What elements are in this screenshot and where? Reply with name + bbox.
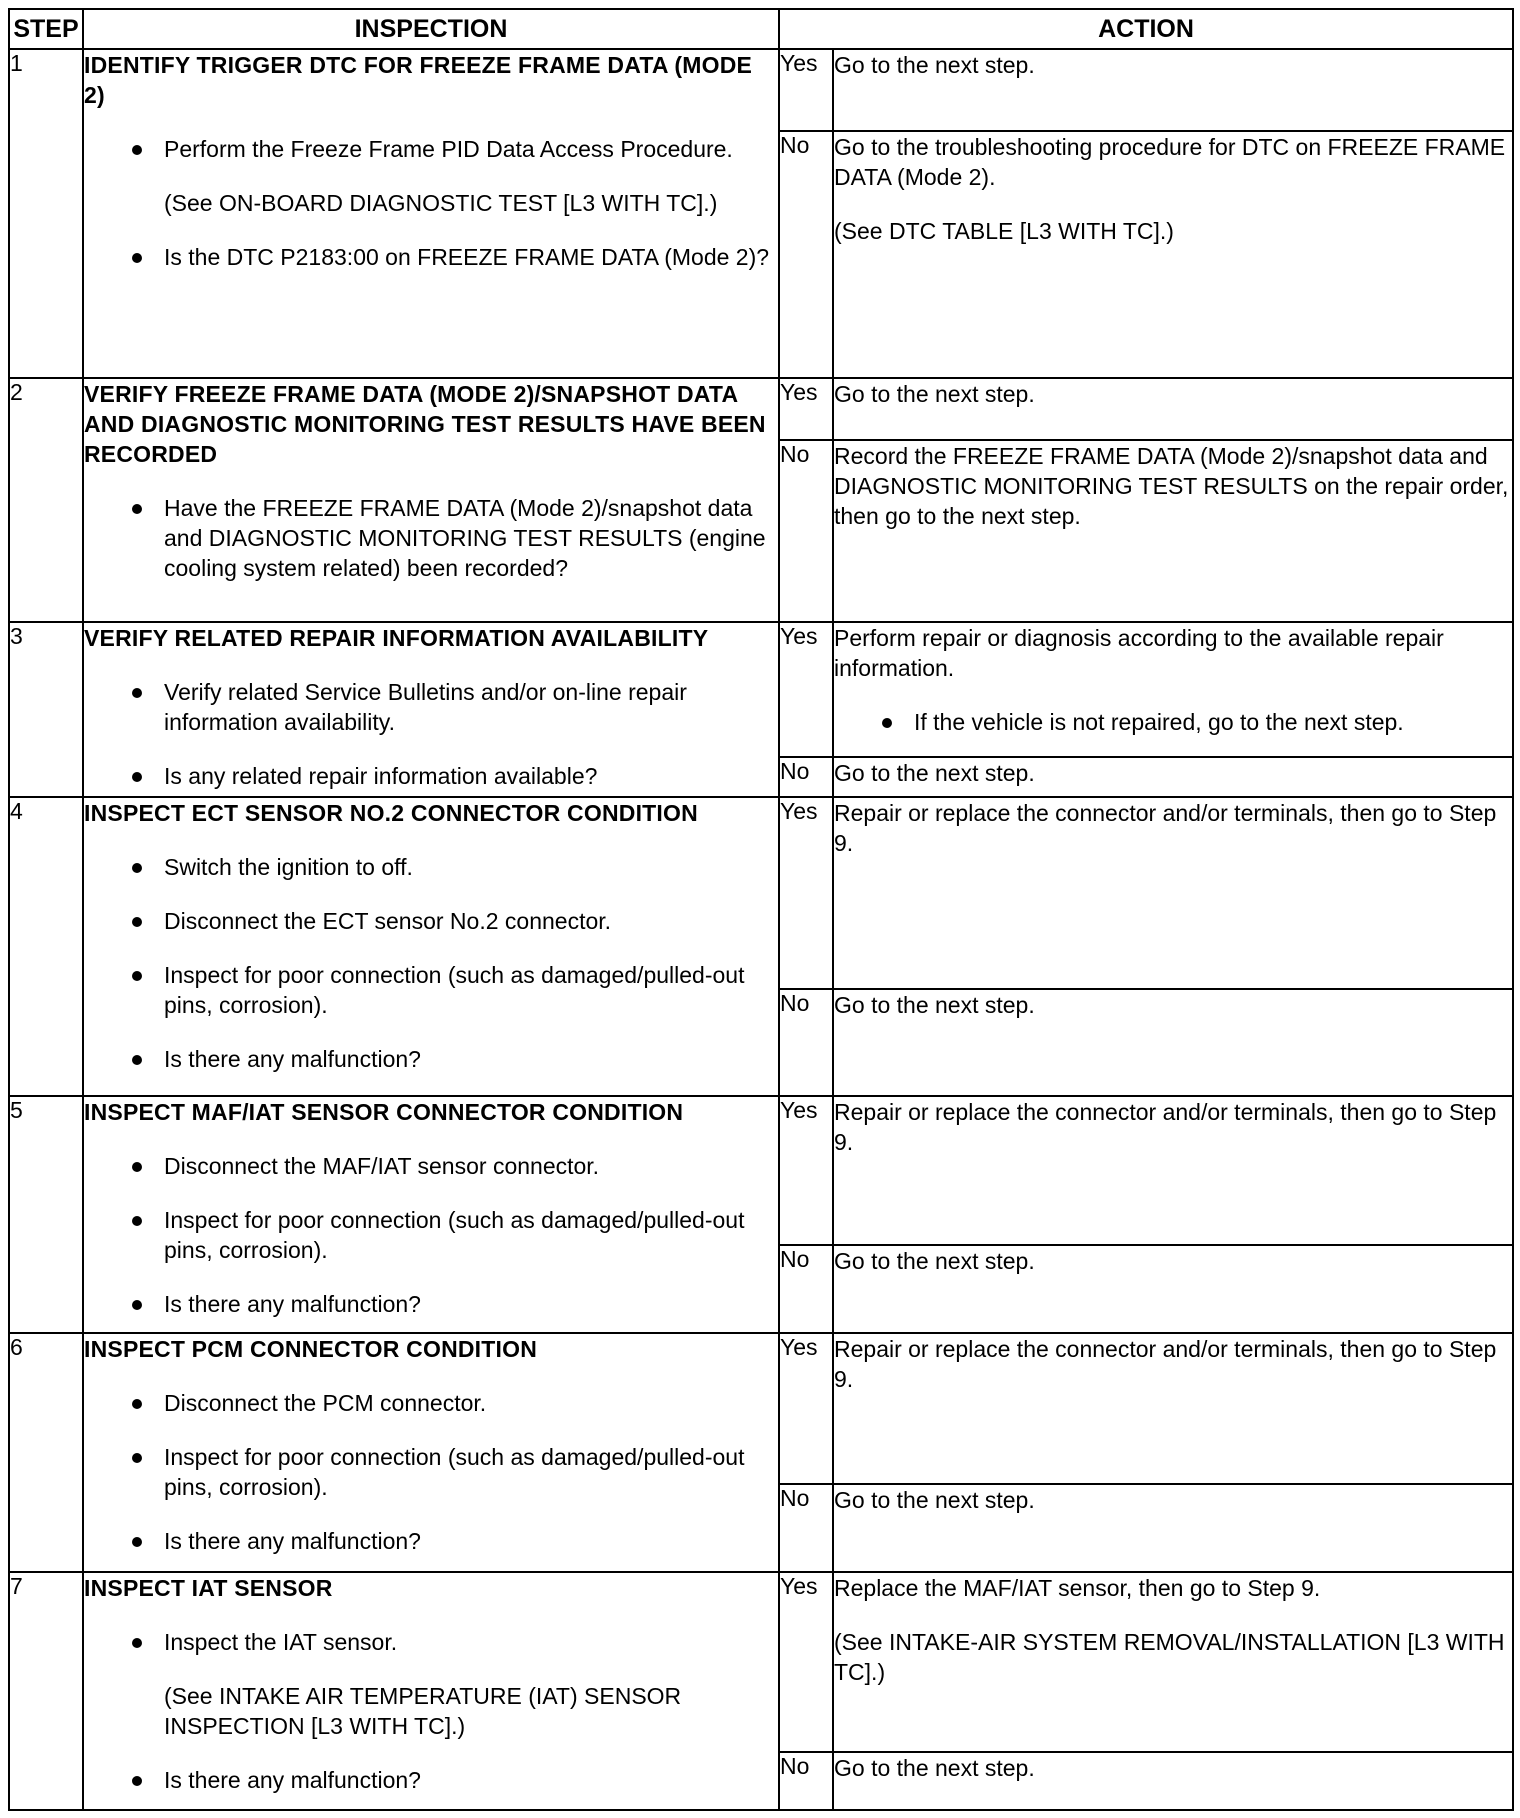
no-label: No	[779, 1752, 833, 1810]
yes-label: Yes	[779, 49, 833, 131]
action-text: Go to the next step.	[834, 1486, 1035, 1513]
bullet-icon	[132, 917, 142, 927]
bullet-icon	[132, 1162, 142, 1172]
no-label: No	[779, 1484, 833, 1572]
step-number: 2	[9, 378, 83, 622]
inspection-cell	[83, 1096, 779, 1333]
inspection-cell	[83, 622, 779, 797]
no-action	[833, 440, 1513, 622]
action-text: Repair or replace the connector and/or terminals, then go to Step 9.	[834, 1098, 1497, 1155]
action-text: Go to the next step.	[834, 1754, 1035, 1781]
bullet-text: Perform the Freeze Frame PID Data Access Procedure.	[164, 136, 733, 163]
table-row	[9, 378, 1513, 440]
bullet-icon	[132, 253, 142, 263]
diagnostic-procedure-table	[8, 8, 1514, 1811]
step-title: INSPECT ECT SENSOR NO.2 CONNECTOR CONDITION	[84, 800, 698, 827]
step-title: INSPECT PCM CONNECTOR CONDITION	[84, 1335, 538, 1362]
yes-label: Yes	[779, 1333, 833, 1484]
bullet-text: Disconnect the ECT sensor No.2 connector.	[164, 908, 612, 935]
bullet-item	[84, 1151, 778, 1181]
bullet-icon	[132, 688, 142, 698]
no-action	[833, 1752, 1513, 1810]
bullet-item	[84, 1289, 778, 1319]
bullet-icon	[132, 145, 142, 155]
step-number: 4	[9, 797, 83, 1095]
step-number: 6	[9, 1333, 83, 1572]
bullet-icon	[132, 504, 142, 514]
bullet-icon	[132, 1399, 142, 1409]
table-row	[9, 1096, 1513, 1245]
step-title: INSPECT MAF/IAT SENSOR CONNECTOR CONDITION	[84, 1098, 684, 1125]
bullet-text: Inspect for poor connection (such as damaged/pulled-out pins, corrosion).	[164, 1206, 745, 1263]
inspection-cell	[83, 49, 779, 378]
reference-note: (See DTC TABLE [L3 WITH TC].)	[834, 218, 1174, 245]
bullet-text: Inspect the IAT sensor.	[164, 1628, 398, 1655]
action-text: Go to the next step.	[834, 381, 1035, 408]
inspection-cell	[83, 1333, 779, 1572]
step-title: VERIFY FREEZE FRAME DATA (MODE 2)/SNAPSHOT DATA AND DIAGNOSTIC MONITORING TEST RESULTS HAVE BEEN RECORDED	[84, 381, 766, 468]
bullet-text: Is there any malfunction?	[164, 1766, 421, 1793]
table-row	[9, 1333, 1513, 1484]
bullet-item	[84, 1765, 778, 1795]
yes-label: Yes	[779, 1096, 833, 1245]
bullet-item	[84, 242, 778, 272]
bullet-text: Switch the ignition to off.	[164, 854, 413, 881]
step-number: 3	[9, 622, 83, 797]
table-row	[9, 622, 1513, 757]
step-title: VERIFY RELATED REPAIR INFORMATION AVAILABILITY	[84, 625, 709, 652]
yes-action	[833, 378, 1513, 440]
yes-action	[833, 1572, 1513, 1752]
no-label: No	[779, 1245, 833, 1333]
header-action: ACTION	[779, 9, 1513, 49]
action-text: Record the FREEZE FRAME DATA (Mode 2)/snapshot data and DIAGNOSTIC MONITORING TEST RESULTS on the repair order, then go to the next step.	[834, 443, 1509, 530]
action-text: Repair or replace the connector and/or terminals, then go to Step 9.	[834, 1335, 1497, 1392]
action-text: Perform repair or diagnosis according to the available repair information.	[834, 625, 1444, 682]
reference-note: (See INTAKE AIR TEMPERATURE (IAT) SENSOR INSPECTION [L3 WITH TC].)	[164, 1682, 682, 1739]
bullet-item	[84, 761, 778, 791]
bullet-text: Is the DTC P2183:00 on FREEZE FRAME DATA (Mode 2)?	[164, 244, 770, 271]
inspection-cell	[83, 1572, 779, 1810]
yes-action	[833, 622, 1513, 757]
action-text: Go to the next step.	[834, 992, 1035, 1019]
yes-action	[833, 1096, 1513, 1245]
reference-note: (See INTAKE-AIR SYSTEM REMOVAL/INSTALLATION [L3 WITH TC].)	[834, 1628, 1505, 1685]
header-inspection: INSPECTION	[83, 9, 779, 49]
action-text: Go to the troubleshooting procedure for DTC on FREEZE FRAME DATA (Mode 2).	[834, 134, 1506, 191]
bullet-item	[84, 960, 778, 1020]
bullet-icon	[132, 1216, 142, 1226]
step-number: 5	[9, 1096, 83, 1333]
yes-label: Yes	[779, 378, 833, 440]
step-title: IDENTIFY TRIGGER DTC FOR FREEZE FRAME DATA (MODE 2)	[84, 52, 753, 109]
reference-note: (See ON-BOARD DIAGNOSTIC TEST [L3 WITH TC].)	[164, 190, 718, 217]
action-text: Repair or replace the connector and/or terminals, then go to Step 9.	[834, 800, 1497, 857]
bullet-text: Is there any malfunction?	[164, 1046, 421, 1073]
bullet-text: Disconnect the PCM connector.	[164, 1389, 487, 1416]
table-row	[9, 1572, 1513, 1752]
action-text: Go to the next step.	[834, 52, 1035, 79]
yes-label: Yes	[779, 622, 833, 757]
bullet-item	[84, 1526, 778, 1556]
no-label: No	[779, 440, 833, 622]
yes-label: Yes	[779, 1572, 833, 1752]
step-number: 1	[9, 49, 83, 378]
bullet-item	[84, 1205, 778, 1265]
bullet-item	[84, 1627, 778, 1657]
yes-action	[833, 49, 1513, 131]
bullet-icon	[132, 1776, 142, 1786]
no-action	[833, 1245, 1513, 1333]
bullet-icon	[132, 971, 142, 981]
action-text: Go to the next step.	[834, 760, 1035, 787]
no-label: No	[779, 757, 833, 797]
bullet-item	[84, 134, 778, 164]
bullet-icon	[132, 772, 142, 782]
bullet-icon	[132, 863, 142, 873]
bullet-item	[834, 707, 1512, 737]
bullet-text: If the vehicle is not repaired, go to the next step.	[914, 709, 1404, 736]
inspection-cell	[83, 797, 779, 1095]
bullet-icon	[132, 1300, 142, 1310]
bullet-icon	[882, 718, 892, 728]
bullet-item	[84, 1442, 778, 1502]
bullet-icon	[132, 1055, 142, 1065]
bullet-text: Inspect for poor connection (such as damaged/pulled-out pins, corrosion).	[164, 962, 745, 1019]
no-label: No	[779, 131, 833, 378]
yes-label: Yes	[779, 797, 833, 989]
bullet-item	[84, 1388, 778, 1418]
bullet-icon	[132, 1638, 142, 1648]
table-header-row	[9, 9, 1513, 49]
header-step: STEP	[9, 9, 83, 49]
bullet-icon	[132, 1453, 142, 1463]
bullet-item	[84, 677, 778, 737]
bullet-text: Have the FREEZE FRAME DATA (Mode 2)/snapshot data and DIAGNOSTIC MONITORING TEST RESULTS (engine cooling system related) been recorded?	[164, 495, 766, 582]
inspection-cell	[83, 378, 779, 622]
bullet-text: Verify related Service Bulletins and/or on-line repair information availability.	[164, 679, 687, 736]
bullet-item	[84, 906, 778, 936]
bullet-text: Inspect for poor connection (such as damaged/pulled-out pins, corrosion).	[164, 1443, 745, 1500]
bullet-text: Is there any malfunction?	[164, 1290, 421, 1317]
bullet-item	[84, 493, 778, 583]
action-text: Replace the MAF/IAT sensor, then go to Step 9.	[834, 1574, 1321, 1601]
no-label: No	[779, 989, 833, 1095]
bullet-text: Disconnect the MAF/IAT sensor connector.	[164, 1152, 600, 1179]
bullet-item	[84, 1044, 778, 1074]
no-action	[833, 1484, 1513, 1572]
table-row	[9, 49, 1513, 131]
bullet-item	[84, 852, 778, 882]
bullet-icon	[132, 1537, 142, 1547]
bullet-text: Is any related repair information available?	[164, 763, 598, 790]
yes-action	[833, 1333, 1513, 1484]
action-text: Go to the next step.	[834, 1247, 1035, 1274]
step-number: 7	[9, 1572, 83, 1810]
yes-action	[833, 797, 1513, 989]
bullet-text: Is there any malfunction?	[164, 1527, 421, 1554]
no-action	[833, 989, 1513, 1095]
table-row	[9, 797, 1513, 989]
step-title: INSPECT IAT SENSOR	[84, 1574, 333, 1601]
no-action	[833, 757, 1513, 797]
no-action	[833, 131, 1513, 378]
